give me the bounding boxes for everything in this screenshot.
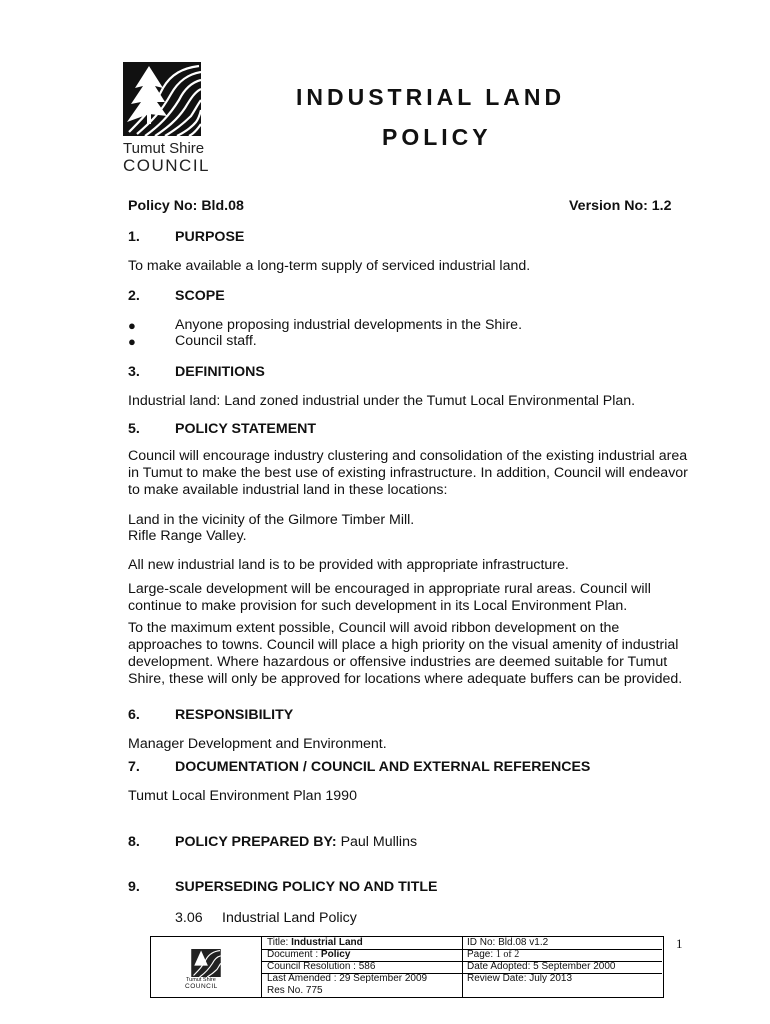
council-logo <box>123 62 201 136</box>
footer-document-label: Document : <box>267 949 319 960</box>
section-number: 1. <box>128 229 140 245</box>
bullet-icon: ● <box>128 334 136 349</box>
section-number: 2. <box>128 288 140 304</box>
document-title-line2: POLICY <box>382 124 492 150</box>
logo-text-council: COUNCIL <box>123 156 211 175</box>
section-heading-responsibility: RESPONSIBILITY <box>175 707 294 723</box>
superseded-policy-title: Industrial Land Policy <box>222 910 357 926</box>
location-item: Land in the vicinity of the Gilmore Timber Mill. <box>128 512 415 528</box>
statement-paragraph: To the maximum extent possible, Council will avoid ribbon development on the approaches to towns. Council will place a high priority on the visual amenity of industrial development. Where hazardous or offensive industries are deemed suitable for Tumut Shire, these will only be approved for locations where adequate buffers can be provided. <box>128 620 683 687</box>
page-number: 1 <box>676 936 683 951</box>
footer-res-no: Res No. 775 <box>267 985 323 996</box>
footer-date-adopted: Date Adopted: 5 September 2000 <box>462 961 662 974</box>
scope-bullet-item: Anyone proposing industrial developments in the Shire. <box>175 317 523 333</box>
scope-bullet-item: Council staff. <box>175 333 257 349</box>
section-heading-prepared-by: POLICY PREPARED BY: <box>175 834 337 850</box>
section-number: 7. <box>128 759 140 775</box>
superseded-policy-code: 3.06 <box>175 910 203 926</box>
location-item: Rifle Range Valley. <box>128 528 247 544</box>
prepared-by-name: Paul Mullins <box>340 834 418 850</box>
footer-logo-text-council: COUNCIL <box>185 983 218 990</box>
footer-logo-text-tumut-shire: Tumut Shire <box>186 977 216 983</box>
statement-paragraph: Large-scale development will be encouraged in appropriate rural areas. Council will continue to make provision for such development in its Local Environment Plan. <box>128 581 651 614</box>
policy-number: Policy No: Bld.08 <box>128 198 244 214</box>
documentation-text: Tumut Local Environment Plan 1990 <box>128 788 357 804</box>
section-number: 9. <box>128 879 140 895</box>
footer-council-logo <box>191 949 221 977</box>
section-number: 6. <box>128 707 140 723</box>
document-title-line1: INDUSTRIAL LAND <box>296 84 566 110</box>
statement-paragraph: Council will encourage industry clustering and consolidation of the existing industrial area in Tumut to make the best use of existing infrastructure. In addition, Council will endeavor to make available industrial land in these locations: <box>128 448 688 498</box>
bullet-icon: ● <box>128 318 136 333</box>
footer-title-value: Industrial Land <box>291 937 363 948</box>
definitions-text: Industrial land: Land zoned industrial under the Tumut Local Environmental Plan. <box>128 393 636 409</box>
responsibility-text: Manager Development and Environment. <box>128 736 387 752</box>
section-heading-policy-statement: POLICY STATEMENT <box>175 421 317 437</box>
footer-last-amended: Last Amended : 29 September 2009 <box>267 973 428 984</box>
logo-text-tumut-shire: Tumut Shire <box>123 140 205 157</box>
statement-paragraph: All new industrial land is to be provided with appropriate infrastructure. <box>128 557 569 573</box>
footer-document-value: Policy <box>320 949 351 960</box>
section-heading-documentation: DOCUMENTATION / COUNCIL AND EXTERNAL REFERENCES <box>175 759 591 775</box>
footer-page-label: Page: <box>467 949 494 960</box>
section-heading-definitions: DEFINITIONS <box>175 364 265 380</box>
section-number: 5. <box>128 421 140 437</box>
version-number: Version No: 1.2 <box>569 198 672 214</box>
purpose-text: To make available a long-term supply of serviced industrial land. <box>128 258 531 274</box>
footer-resolution: Council Resolution : 586 <box>262 961 462 974</box>
footer-title-label: Title: <box>267 937 289 948</box>
section-heading-scope: SCOPE <box>175 288 225 304</box>
footer-review-date: Review Date: July 2013 <box>467 973 573 984</box>
footer-page-value: 1 of 2 <box>495 949 520 960</box>
document-footer-table <box>150 936 664 998</box>
prepared-by-line <box>175 834 417 850</box>
section-heading-superseding: SUPERSEDING POLICY NO AND TITLE <box>175 879 438 895</box>
footer-document-info <box>261 937 463 997</box>
section-heading-purpose: PURPOSE <box>175 229 245 245</box>
section-number: 8. <box>128 834 140 850</box>
footer-id-no: ID No: Bld.08 v1.2 <box>462 937 662 950</box>
section-number: 3. <box>128 364 140 380</box>
